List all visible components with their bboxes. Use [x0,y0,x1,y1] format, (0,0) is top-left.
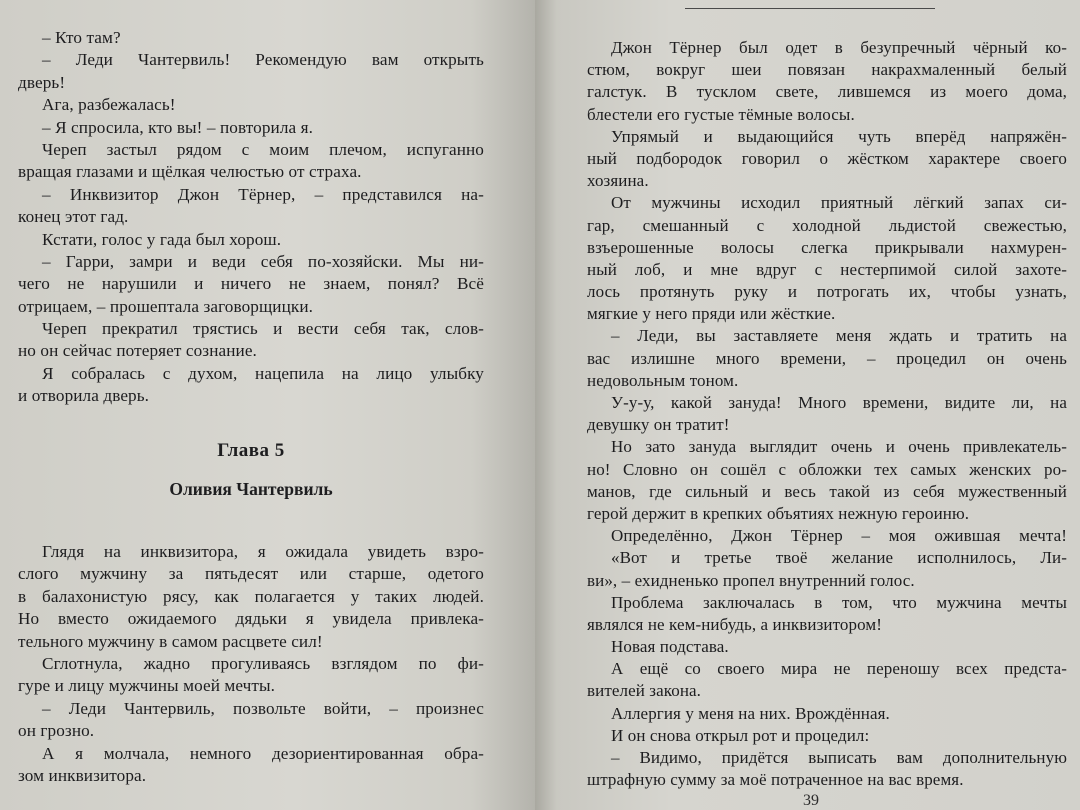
left-page-text-top [18,27,484,408]
text-line: Но зато зануда выглядит очень и очень привлекатель- [611,437,1067,457]
text-line: – Леди, вы заставляете меня ждать и тратить на [611,326,1067,346]
text-line: Я собралась с духом, нацепила на лицо улыбку [42,363,484,383]
text-line: гуре и лицу мужчины моей мечты. [18,676,276,696]
text-line: – Я спросила, кто вы! – повторила я. [42,117,314,137]
text-line: Аллергия у меня на них. Врождённая. [611,703,890,723]
text-line: лось протянуть руку и потрогать их, чтобы узнать, [587,282,1067,302]
text-line: мягкие у него пряди или жёсткие. [587,304,836,324]
text-line: герой держит в крепких объятиях нежную героиню. [587,503,970,523]
text-line: недовольным тоном. [587,370,739,390]
text-line: он грозно. [18,721,95,741]
text-line: тельного мужчину в самом расцвете сил! [18,631,323,651]
text-line: отрицаем, – прошептала заговорщицки. [18,296,314,316]
right-page [535,0,1080,810]
text-line: – Леди Чантервиль, позвольте войти, – произнес [42,698,484,718]
text-line: Проблема заключалась в том, что мужчина мечты [611,592,1067,612]
text-line: вас излишне много времени, – процедил он очень [587,348,1067,368]
text-line: в балахонистую рясу, как полагается у таких людей. [18,586,484,606]
text-line: чего не нарушили и ничего не знаем, понял? Всё [18,274,484,294]
text-line: но он сейчас потеряет сознание. [18,341,257,361]
text-line: зом инквизитора. [18,765,147,785]
text-line: Череп застыл рядом с моим плечом, испуганно [42,139,484,159]
text-line: Определённо, Джон Тёрнер – моя ожившая мечта! [611,526,1067,546]
text-line: ный подбородок говорил о жёстком характере своего [587,148,1067,168]
right-page-text [587,37,1067,791]
text-line: А я молчала, немного дезориентированная обра- [42,743,484,763]
chapter-body [18,541,484,787]
text-line: вителей закона. [587,681,702,701]
text-line: – Инквизитор Джон Тёрнер, – представился на- [42,184,484,204]
text-line: – Леди Чантервиль! Рекомендую вам открыть [42,50,484,70]
text-line: манов, где сильный и весь такой из себя мужественный [587,481,1067,501]
text-line: блестели его густые тёмные волосы. [587,104,855,124]
text-line: слого мужчину за пятьдесят или старше, одетого [18,564,484,584]
text-line: хозяина. [587,171,649,191]
text-line: ви», – ехидненько пропел внутренний голос. [587,570,915,590]
text-line: – Гарри, замри и веди себя по-хозяйски. Мы ни- [42,251,484,271]
text-line: Но вместо ожидаемого дядьки я увидела привлека- [18,609,484,629]
text-line: взъерошенные волосы слегка прикрывали нахмурен- [587,237,1067,257]
text-line: – Кто там? [42,28,121,47]
text-line: Новая подстава. [611,637,729,657]
text-line: А ещё со своего мира не переношу всех предста- [611,659,1067,679]
text-line: Ага, разбежалась! [42,95,176,115]
text-line: Сглотнула, жадно прогуливаясь взглядом по фи- [42,653,484,673]
text-line: Упрямый и выдающийся чуть вперёд напряжён- [611,126,1067,146]
running-header-rule [685,8,935,9]
text-line: стюм, вокруг шеи повязан накрахмаленный белый [587,60,1067,80]
page-number: 39 [803,792,819,809]
text-line: От мужчины исходил приятный лёгкий запах си- [611,193,1067,213]
text-line: и отворила дверь. [18,386,150,406]
text-line: являлся не кем-нибудь, а инквизитором! [587,614,883,634]
text-line: Череп прекратил трястись и вести себя так, слов- [42,319,484,339]
text-line: У-у-у, какой зануда! Много времени, видите ли, на [611,393,1067,412]
text-line: Глядя на инквизитора, я ожидала увидеть взро- [42,542,484,561]
text-line: ный лоб, и мне вдруг с нестерпимой силой захоте- [587,259,1067,279]
text-line: И он снова открыл рот и процедил: [611,725,870,745]
text-line: Джон Тёрнер был одет в безупречный чёрный ко- [611,38,1067,57]
chapter-title: Глава 5 [217,440,285,461]
chapter-subtitle: Оливия Чантервиль [169,479,333,499]
text-line: – Видимо, придётся выписать вам дополнительную [611,748,1067,767]
text-line: но! Словно он сошёл с обложки тех самых женских ро- [587,459,1067,479]
text-line: гар, смешанный с холодной льдистой свежестью, [587,215,1067,235]
text-line: Кстати, голос у гада был хорош. [42,229,282,249]
text-line: девушку он тратит! [587,415,730,435]
text-line: конец этот гад. [18,207,129,227]
left-page [0,0,535,810]
text-line: «Вот и третье твоё желание исполнилось, Ли- [611,548,1067,568]
text-line: галстук. В тусклом свете, лившемся из моего дома, [587,82,1067,102]
text-line: вращая глазами и щёлкая челюстью от страха. [18,162,362,182]
text-line: дверь! [18,72,66,92]
text-line: штрафную сумму за моё потраченное на вас время. [587,770,964,790]
